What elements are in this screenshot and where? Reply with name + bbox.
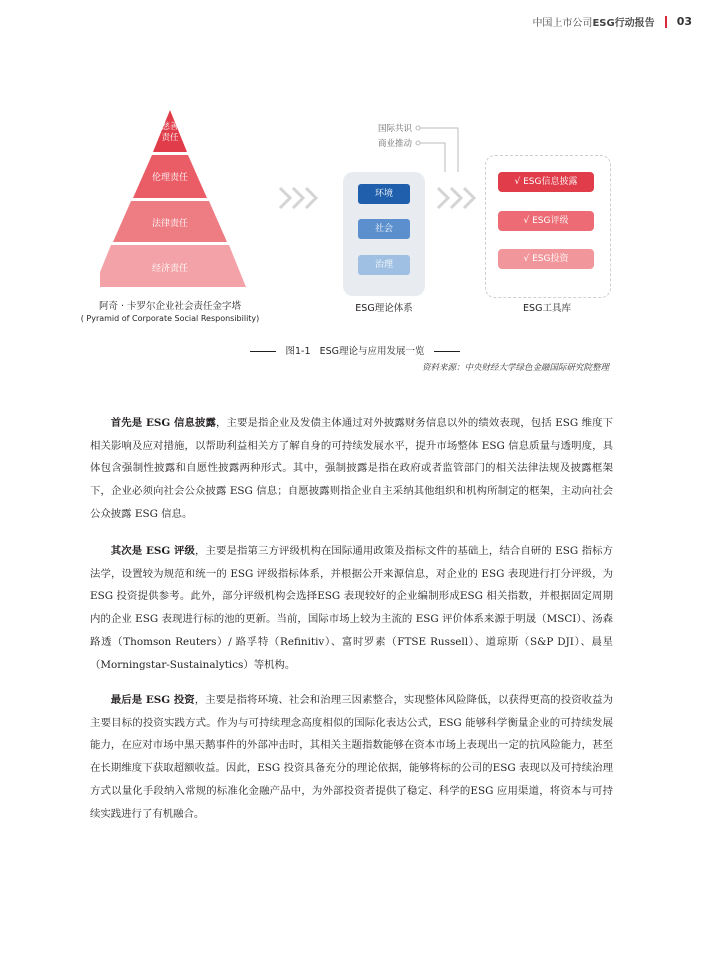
driver-connectors [416,126,458,172]
paragraph-body: ，主要是指将环境、社会和治理三因素整合，实现整体风险降低，以获得更高的投资收益为主要目标的投资实践方式。作为与可持续理念高度相似的国际化表达公式，ESG 能够科学衡量企业的可持续发展能力，在应对市场中黑天鹅事件的外部冲击时，其相关主题指数能够在资本市场上表现出一定的抗风险能力，甚至在长期维度下获取超额收益。因此，ESG 投资具备充分的理论依据，能够将标的公司的ESG 表现以及可持续治理方式以量化手段纳入常规的标准化金融产品中，为外部投资者提供了稳定、科学的ESG 应用渠道，将资本与可持续实践进行了有机融合。 [90,694,613,820]
tool-item-disclosure: √ ESG信息披露 [498,172,594,192]
flow-chevrons-1 [280,188,316,208]
title-rule-left [250,351,276,352]
flow-chevrons-2 [438,188,474,208]
report-title: 中国上市公司ESG行动报告 [532,18,655,29]
figure-source: 资料来源：中央财经大学绿色金融国际研究院整理 [421,363,609,373]
driver-business: 商业推动 [378,139,413,149]
tool-item-investment: √ ESG投资 [498,249,594,269]
pyramid-label-economy: 经济责任 [151,264,188,274]
paragraph-rating [90,540,613,676]
pyramid-label-law: 法律责任 [151,219,188,229]
pyramid-label-charity: 慈善 责任 [161,122,179,143]
running-header [532,14,692,29]
paragraph-disclosure [90,412,613,526]
pyramid-label-ethics: 伦理责任 [151,173,188,183]
title-rule-right [434,351,460,352]
paragraph-investment [90,689,613,825]
tool-item-rating: √ ESG评级 [498,211,594,231]
paragraph-lead: 其次是 ESG 评级 [110,545,196,557]
pyramid-caption-english: ( Pyramid of Corporate Social Responsibility) [80,314,260,323]
system-item-social: 社会 [358,219,410,239]
header-divider [665,16,667,28]
paragraph-lead: 最后是 ESG 投资 [110,694,195,706]
figure-title: 图1-1 ESG理论与应用发展一览 [0,343,710,357]
esg-figure [80,110,620,340]
toolkit-caption: ESG工具库 [523,303,571,314]
system-item-environment: 环境 [358,184,410,204]
paragraph-body: ，主要是指企业及发债主体通过对外披露财务信息以外的绩效表现，包括 ESG 维度下相关影响及应对措施，以帮助利益相关方了解自身的可持续发展水平，提升市场整体 ESG 信息质量与透明度，具体包含强制性披露和自愿性披露两种形式。其中，强制披露是指在政府或者监管部门的相关法律法规及披露框架下，企业必须向社会公众披露 ESG 信息；自愿披露则指企业自主采纳其他组织和机构所制定的框架，主动向社会公众披露 ESG 信息。 [90,417,613,520]
paragraph-lead: 首先是 ESG 信息披露 [110,417,216,429]
paragraph-body: ，主要是指第三方评级机构在国际通用政策及指标文件的基础上，结合自研的 ESG 指标方法学，设置较为规范和统一的 ESG 评级指标体系，并根据公开来源信息，对企业的 ESG 表现进行打分评级，为ESG 投资提供参考。此外，部分评级机构会选择ESG 表现较好的企业编制形成ESG 相关指数，并根据固定周期内的企业 ESG 表现进行标的池的更新。当前，国际市场上较为主流的 ESG 评价体系来源于明晟（MSCI）、汤森路透（Thomson Reuters）/ 路孚特（Refinitiv）、富时罗素（FTSE Russell）、道琼斯（S&P DJI）、晨星（Morningstar-Sustainalytics）等机构。 [90,545,613,671]
driver-consensus: 国际共识 [378,124,413,134]
pyramid-caption: 阿奇 · 卡罗尔企业社会责任金字塔 [98,301,242,312]
page-number: 03 [676,15,692,28]
system-item-governance: 治理 [358,255,410,275]
system-caption: ESG理论体系 [355,303,413,314]
